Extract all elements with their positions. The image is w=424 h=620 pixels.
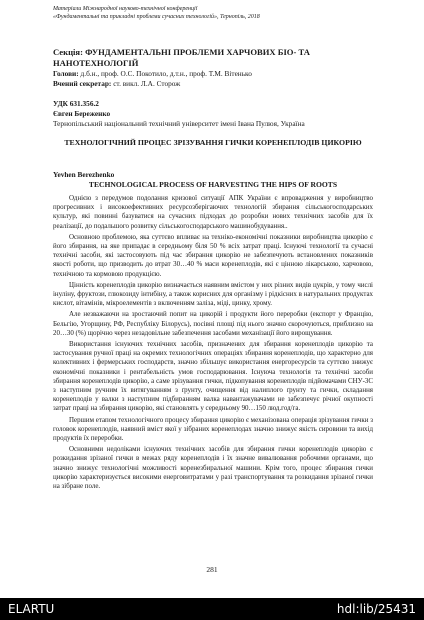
repository-footer bbox=[0, 598, 424, 620]
affiliation: Тернопільський національний технічний університет імені Івана Пулюя, Україна bbox=[53, 119, 305, 128]
section-secretary bbox=[53, 79, 373, 89]
section-title-line bbox=[53, 47, 373, 69]
body-paragraph: Але незважаючи на зростаючий попит на цикорій і продукти його переробки (експорт у Францію, Бельгію, Угорщину, РФ, Республіку Білорусь), посівні площі під нього значно скорочуються, приблизно на 20…30 (%) щорічно через незадовільне забезпечення засобами механізації його вирощування. bbox=[53, 310, 373, 337]
handle-identifier: hdl:lib/25431 bbox=[336, 602, 416, 616]
body-paragraph: Першим етапом технологічного процесу збирання цикорію є механізована операція зрізування гички з головок коренеплодів, наявний вміст якої у зібраних коренеплодах значно знижує якість сировини та вихід продуктів їх переробки. bbox=[53, 415, 373, 443]
body-paragraph: Основними недоліками існуючих технічних засобів для збирання гички коренеплодів цикорію є розкидання зрізаної гички в межах ряду коренеплодів і їх значне вивалювання робочими органами, що значно знижує технологічні можливості коренезбиральної машини. Крім того, процес збирання гички цикорію характеризується високими енерговитратами у разі транспортування та розкидання зрізаної гички на зібране поле. bbox=[53, 445, 373, 491]
repository-name: ELARTU bbox=[8, 602, 55, 616]
chairs-names: д.б.н., проф. О.С. Покотило, д.т.н., проф. Т.М. Вітенько bbox=[80, 69, 252, 78]
conference-header bbox=[53, 5, 373, 21]
section-chairs bbox=[53, 69, 373, 79]
section-info bbox=[53, 47, 373, 89]
article-title-uk: ТЕХНОЛОГІЧНИЙ ПРОЦЕС ЗРІЗУВАННЯ ГИЧКИ КОРЕНЕПЛОДІВ ЦИКОРІЮ bbox=[64, 138, 362, 147]
body-paragraph: Використання існуючих технічних засобів, призначених для збирання коренеплодів цикорію та застосування ручної праці на окремих технологічних операціях збирання коренеплодів, що характерно для колективних і фермерських господарств, значно збільшує використання енергоресурсів та суттєво знижує економічні показники і рентабельність умов господарювання. Існуюча технологія та технічні засоби збирання коренеплодів цикорію, а саме зрізування гички, підкопування коренеплодів підйомачами СНУ-3С з наступним ручним їх витягуванням з ґрунту, очищення від налиплого ґрунту та гички, складання коренеплодів у валки з наступним підбиранням валка навантажувачами не забезпечує річної окупності затрат праці на збирання цикорію, які становлять у середньому 90…150 люд.год/га. bbox=[53, 340, 373, 413]
secretary-label: Вчений секретар: bbox=[53, 79, 112, 88]
section-label: Секція: bbox=[53, 47, 83, 57]
body-paragraph: Цінність коренеплодів цикорію визначається наявним вмістом у них різних видів цукрів, у тому числі інуліну, фруктози, глюкозиду інтибіну, а також корисних для організму і рідкісних в натуральних продуктах кислот, вітамінів, мікроелементів з включенням заліза, міді, цинку, хрому. bbox=[53, 280, 373, 308]
secretary-name: ст. викл. Л.А. Сторож bbox=[113, 79, 181, 88]
body-paragraph: Однією з передумов подолання кризової ситуації АПК України є впровадження у виробництво прогресивних і високоефективних ресурсозберігаючих технологій збирання сільськогосподарських культур, які повинні базуватися на сучасних підходах до розробки нових технічних засобів для їх реалізації, до подальшого розвитку сільськогосподарського машинобудування.. bbox=[53, 194, 373, 230]
page-number: 281 bbox=[206, 565, 218, 574]
conference-header-line2: «Фундаментальні та прикладні проблеми сучасних технологій», Тернопіль, 2018 bbox=[53, 14, 260, 20]
udc-code: УДК 631.356.2 bbox=[53, 99, 99, 108]
chairs-label: Голови: bbox=[53, 69, 79, 78]
article-meta bbox=[53, 99, 373, 129]
author-en: Yevhen Berezhenko bbox=[53, 170, 115, 179]
section-title: ФУНДАМЕНТАЛЬНІ ПРОБЛЕМИ ХАРЧОВИХ БІО- ТА НАНОТЕХНОЛОГІЙ bbox=[53, 47, 310, 68]
article-title-en: TECHNOLOGICAL PROCESS OF HARVESTING THE HIPS OF ROOTS bbox=[88, 180, 338, 189]
article-body bbox=[53, 194, 373, 493]
author-uk: Євген Береженко bbox=[53, 109, 111, 118]
conference-header-line1: Матеріали Міжнародної науково-технічної конференції bbox=[53, 6, 198, 12]
body-paragraph: Основною проблемою, яка суттєво впливає на техніко-економічні показники виробництва цикорію є його збирання, на яке припадає в середньому біля 50 % всіх затрат праці. Існуючі технології та сучасні технічні засоби, які застосовують під час збирання цикорію не забезпечують встановлених показників якості роботи, що призводить до втрат 30…40 % маси коренеплодів, які є цінною лікарською, харчовою, технічною та кормовою продукцією. bbox=[53, 232, 373, 278]
